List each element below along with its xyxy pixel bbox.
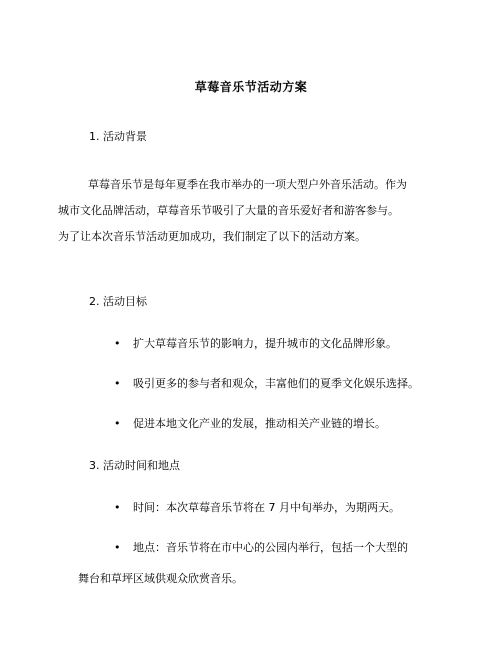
bullet-text: 促进本地文化产业的发展，推动相关产业链的增长。 [133,417,386,430]
bullet-icon: • [114,541,121,554]
document-title: 草莓音乐节活动方案 [194,80,308,94]
bullet-icon: • [114,417,121,430]
bullet-item [114,499,400,515]
bullet-item [114,539,408,555]
section-heading-background: 1. 活动背景 [89,130,147,143]
bullet-icon: • [114,377,121,390]
background-paragraph [58,172,458,250]
bullet-text: 扩大草莓音乐节的影响力，提升城市的文化品牌形象。 [133,337,397,350]
paragraph-line: 为了让本次音乐节活动更加成功，我们制定了以下的活动方案。 [58,230,366,243]
section-heading-time-location: 3. 活动时间和地点 [89,459,180,472]
bullet-text: 时间：本次草莓音乐节将在 7 月中旬举办，为期两天。 [133,501,400,514]
bullet-item [114,335,397,351]
paragraph-line: 城市文化品牌活动，草莓音乐节吸引了大量的音乐爱好者和游客参与。 [58,204,399,217]
bullet-icon: • [114,337,121,350]
paragraph-line: 草莓音乐节是每年夏季在我市举办的一项大型户外音乐活动。作为 [88,178,407,191]
section-heading-goals: 2. 活动目标 [89,295,147,308]
bullet-icon: • [114,501,121,514]
bullet-item [114,415,386,431]
bullet-text: 吸引更多的参与者和观众，丰富他们的夏季文化娱乐选择。 [133,377,419,390]
bullet-continuation-text: 舞台和草坪区域供观众欣赏音乐。 [78,572,243,585]
bullet-item [114,375,419,391]
bullet-text: 地点：音乐节将在市中心的公园内举行，包括一个大型的 [133,541,408,554]
